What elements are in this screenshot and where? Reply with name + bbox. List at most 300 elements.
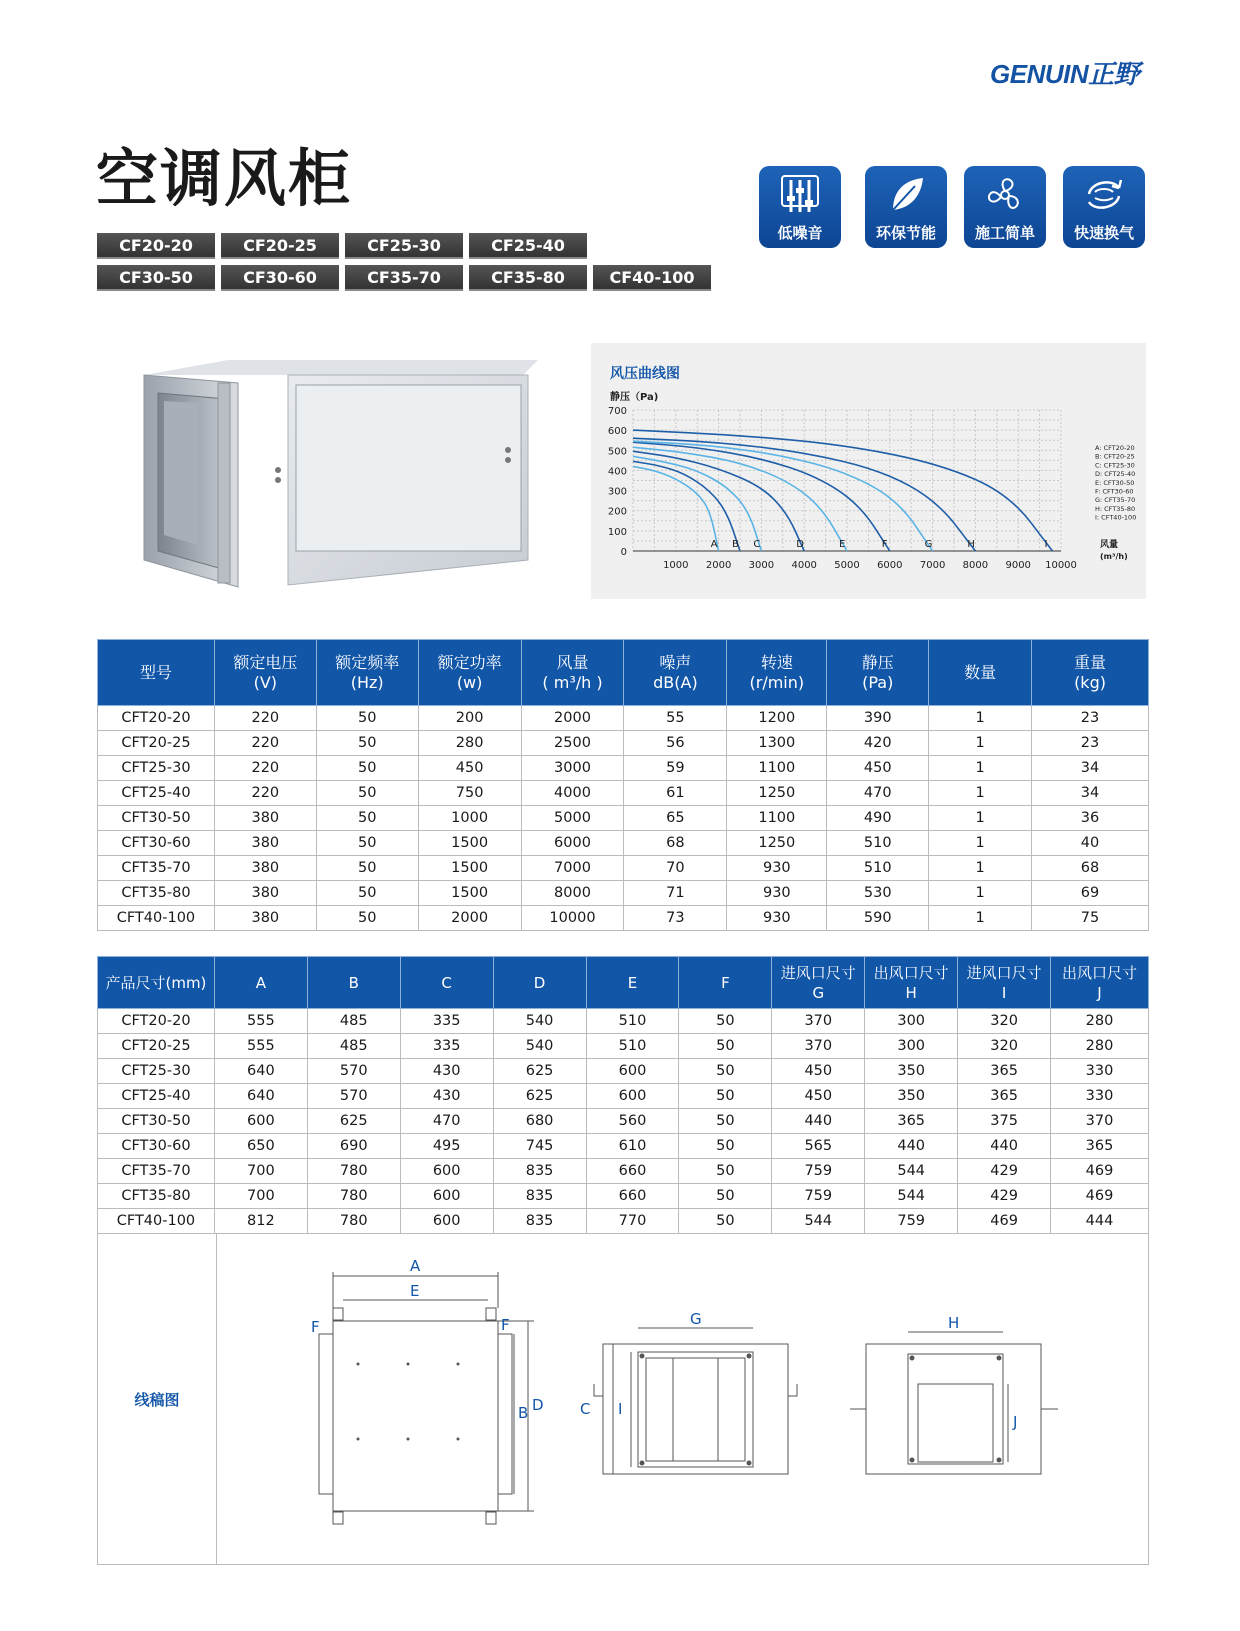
table-cell: 430 xyxy=(400,1059,493,1084)
feature-label: 环保节能 xyxy=(875,224,936,242)
table-cell: 555 xyxy=(214,1009,307,1034)
table-cell: 485 xyxy=(307,1034,400,1059)
column-header-title: D xyxy=(533,973,546,992)
column-header xyxy=(418,640,521,706)
table-cell: 780 xyxy=(307,1209,400,1234)
table-cell: 280 xyxy=(418,731,521,756)
table-cell: 23 xyxy=(1032,731,1149,756)
column-header-title: 额定电压 xyxy=(233,652,298,672)
table-row xyxy=(98,731,1149,756)
table-cell: 50 xyxy=(679,1134,772,1159)
table-cell: 650 xyxy=(214,1134,307,1159)
dim-label-c: C xyxy=(580,1400,591,1418)
table-cell: CFT20-20 xyxy=(98,1009,215,1034)
column-header xyxy=(586,957,679,1009)
legend-entry: B: CFT20-25 xyxy=(1095,452,1135,461)
y-tick-label: 100 xyxy=(607,526,627,538)
series-end-label: E xyxy=(839,539,846,550)
table-cell: 350 xyxy=(865,1084,958,1109)
wireframe-drawing xyxy=(218,1234,1148,1564)
table-cell: 75 xyxy=(1032,906,1149,931)
table-cell: 555 xyxy=(214,1034,307,1059)
table-cell: 330 xyxy=(1051,1084,1149,1109)
y-tick-label: 0 xyxy=(620,547,627,558)
column-header-title: 型号 xyxy=(139,662,172,682)
series-end-label: D xyxy=(796,539,804,550)
column-header xyxy=(316,640,418,706)
column-header-title: F xyxy=(721,973,730,992)
column-header-unit: G xyxy=(812,983,825,1002)
column-header xyxy=(521,640,624,706)
y-tick-label: 700 xyxy=(607,406,627,417)
chart-grid xyxy=(633,410,1061,551)
table-cell: 600 xyxy=(586,1059,679,1084)
dimension-table xyxy=(97,956,1149,1234)
legend-entry: D: CFT25-40 xyxy=(1095,470,1136,479)
x-tick-label: 4000 xyxy=(791,560,817,571)
table-cell: 365 xyxy=(865,1109,958,1134)
table-cell: 560 xyxy=(586,1109,679,1134)
table-cell: 530 xyxy=(827,881,929,906)
x-tick-label: 6000 xyxy=(877,560,903,571)
table-cell: 444 xyxy=(1051,1209,1149,1234)
column-header-unit: ( m³/h ) xyxy=(542,672,603,692)
column-header-unit: (Hz) xyxy=(350,672,384,692)
table-cell: 430 xyxy=(400,1084,493,1109)
table-cell: 350 xyxy=(865,1059,958,1084)
model-tag: CF25-40 xyxy=(469,233,587,259)
table-cell: 450 xyxy=(772,1084,865,1109)
table-cell: 469 xyxy=(1051,1184,1149,1209)
table-cell: 440 xyxy=(958,1134,1051,1159)
dim-label-f: F xyxy=(501,1316,510,1334)
table-cell: 370 xyxy=(772,1034,865,1059)
table-cell: 770 xyxy=(586,1209,679,1234)
chart-ylabel: 静压（Pa) xyxy=(610,392,659,403)
table-cell: 365 xyxy=(1051,1134,1149,1159)
feature-eco xyxy=(865,166,947,248)
series-end-label: B xyxy=(732,539,739,550)
column-header-title: 出风口尺寸 xyxy=(873,963,949,982)
column-header xyxy=(624,640,727,706)
table-cell: 835 xyxy=(493,1184,586,1209)
table-cell: 380 xyxy=(214,906,316,931)
table-cell: 50 xyxy=(679,1009,772,1034)
table-cell: CFT35-70 xyxy=(98,856,215,881)
table-cell: 23 xyxy=(1032,706,1149,731)
column-header-unit: I xyxy=(1001,983,1007,1002)
table-cell: CFT25-40 xyxy=(98,781,215,806)
y-tick-label: 400 xyxy=(607,466,627,478)
column-header xyxy=(772,957,865,1009)
chart-xlabel-unit: (m³/h) xyxy=(1100,552,1128,561)
table-cell: 50 xyxy=(679,1034,772,1059)
model-tag: CF30-60 xyxy=(221,265,339,291)
table-cell: 56 xyxy=(624,731,727,756)
table-cell: 780 xyxy=(307,1159,400,1184)
table-cell: 485 xyxy=(307,1009,400,1034)
column-header-unit: (w) xyxy=(456,672,483,692)
table-cell: 3000 xyxy=(521,756,624,781)
table-cell: 50 xyxy=(679,1159,772,1184)
table-cell: 930 xyxy=(727,856,827,881)
column-header-title: 产品尺寸(mm) xyxy=(105,973,207,992)
series-end-label: C xyxy=(753,539,761,550)
table-cell: 50 xyxy=(316,756,418,781)
column-header-title: 转速 xyxy=(760,652,793,672)
dim-label-h: H xyxy=(948,1314,960,1332)
chart-svg xyxy=(591,343,1146,599)
column-header-title: 额定频率 xyxy=(335,652,400,672)
feature-low-noise xyxy=(759,166,841,248)
column-header-unit: (V) xyxy=(253,672,278,692)
table-cell: 50 xyxy=(679,1209,772,1234)
table-cell: 335 xyxy=(400,1034,493,1059)
table-cell: 570 xyxy=(307,1084,400,1109)
x-tick-label: 10000 xyxy=(1045,560,1077,571)
column-header-title: B xyxy=(348,973,359,992)
table-row xyxy=(98,806,1149,831)
table-cell: CFT40-100 xyxy=(98,906,215,931)
column-header-unit: (r/min) xyxy=(749,672,805,692)
table-cell: 50 xyxy=(679,1059,772,1084)
table-cell: 2000 xyxy=(418,906,521,931)
table-cell: 380 xyxy=(214,806,316,831)
table-cell: CFT30-60 xyxy=(98,1134,215,1159)
table-cell: 510 xyxy=(827,831,929,856)
table-cell: 1500 xyxy=(418,881,521,906)
table-cell: 1 xyxy=(929,831,1032,856)
x-tick-label: 7000 xyxy=(919,560,946,571)
y-tick-label: 600 xyxy=(607,426,627,438)
table-cell: CFT25-30 xyxy=(98,1059,215,1084)
table-cell: 220 xyxy=(214,706,316,731)
table-cell: 835 xyxy=(493,1159,586,1184)
column-header xyxy=(98,640,215,706)
feature-label: 施工简单 xyxy=(974,224,1035,242)
brand-latin: GENUIN正野 xyxy=(990,59,1140,89)
column-header-title: 噪声 xyxy=(659,652,692,672)
table-cell: 1300 xyxy=(727,731,827,756)
table-cell: 745 xyxy=(493,1134,586,1159)
table-cell: 540 xyxy=(493,1009,586,1034)
dim-label-d: D xyxy=(532,1396,544,1414)
x-tick-label: 3000 xyxy=(748,560,775,571)
column-header-unit: dB(A) xyxy=(653,672,698,692)
series-line xyxy=(633,461,740,551)
pressure-curve-chart xyxy=(591,343,1146,599)
column-header-title: 进风口尺寸 xyxy=(780,963,856,982)
table-cell: 8000 xyxy=(521,881,624,906)
table-cell: 640 xyxy=(214,1084,307,1109)
model-tag: CF30-50 xyxy=(97,265,215,291)
table-cell: 1000 xyxy=(418,806,521,831)
table-row xyxy=(98,1084,1149,1109)
table-cell: 330 xyxy=(1051,1059,1149,1084)
table-cell: 1 xyxy=(929,756,1032,781)
column-header xyxy=(865,957,958,1009)
table-row xyxy=(98,856,1149,881)
chart-title: 风压曲线图 xyxy=(610,366,680,382)
table-cell: CFT25-30 xyxy=(98,756,215,781)
column-header-title: 风量 xyxy=(556,652,589,672)
table-cell: 220 xyxy=(214,781,316,806)
table-cell: CFT20-25 xyxy=(98,1034,215,1059)
x-tick-label: 5000 xyxy=(834,560,860,571)
x-tick-label: 9000 xyxy=(1005,560,1031,571)
table-cell: 590 xyxy=(827,906,929,931)
table-cell: 640 xyxy=(214,1059,307,1084)
dim-label-f: F xyxy=(311,1318,320,1336)
model-tag: CF20-20 xyxy=(97,233,215,259)
table-cell: 280 xyxy=(1051,1034,1149,1059)
legend-entry: H: CFT35-80 xyxy=(1095,504,1136,513)
table-cell: 71 xyxy=(624,881,727,906)
feature-label: 低噪音 xyxy=(777,224,823,242)
table-cell: 220 xyxy=(214,731,316,756)
column-header xyxy=(493,957,586,1009)
column-header-unit: J xyxy=(1097,983,1102,1002)
column-header xyxy=(727,640,827,706)
table-cell: 600 xyxy=(400,1184,493,1209)
x-tick-label: 8000 xyxy=(962,560,989,571)
table-cell: 1 xyxy=(929,781,1032,806)
table-cell: CFT30-50 xyxy=(98,1109,215,1134)
column-header-unit: (Pa) xyxy=(862,672,894,692)
table-cell: 470 xyxy=(827,781,929,806)
column-header xyxy=(1051,957,1149,1009)
chart-xlabel: 风量 xyxy=(1100,540,1119,550)
table-cell: 544 xyxy=(865,1184,958,1209)
table-cell: 50 xyxy=(316,906,418,931)
column-header xyxy=(929,640,1032,706)
table-cell: CFT35-80 xyxy=(98,1184,215,1209)
table-cell: 1 xyxy=(929,881,1032,906)
table-cell: 1 xyxy=(929,706,1032,731)
table-cell: 320 xyxy=(958,1009,1051,1034)
table-cell: 4000 xyxy=(521,781,624,806)
table-cell: 759 xyxy=(865,1209,958,1234)
brand-logo xyxy=(990,50,1148,89)
column-header xyxy=(214,957,307,1009)
legend-entry: A: CFT20-20 xyxy=(1095,444,1135,452)
table-cell: 600 xyxy=(586,1084,679,1109)
dim-label-i: I xyxy=(618,1400,623,1418)
table-cell: 544 xyxy=(865,1159,958,1184)
table-cell: 280 xyxy=(1051,1009,1149,1034)
table-cell: 50 xyxy=(679,1084,772,1109)
table-cell: 1100 xyxy=(727,756,827,781)
table-cell: 625 xyxy=(493,1084,586,1109)
table-cell: 68 xyxy=(1032,856,1149,881)
table-cell: 429 xyxy=(958,1184,1051,1209)
legend-entry: E: CFT30-50 xyxy=(1095,478,1135,487)
table-cell: 380 xyxy=(214,831,316,856)
model-tag: CF20-25 xyxy=(221,233,339,259)
table-cell: 440 xyxy=(865,1134,958,1159)
table-cell: 1 xyxy=(929,806,1032,831)
table-cell: 34 xyxy=(1032,781,1149,806)
wireframe-label: 线稿图 xyxy=(98,1234,217,1564)
table-row xyxy=(98,906,1149,931)
table-cell: 370 xyxy=(1051,1109,1149,1134)
column-header xyxy=(679,957,772,1009)
table-cell: 50 xyxy=(316,831,418,856)
table-cell: 69 xyxy=(1032,881,1149,906)
table-cell: 300 xyxy=(865,1034,958,1059)
column-header xyxy=(98,957,215,1009)
column-header xyxy=(214,640,316,706)
table-cell: 300 xyxy=(865,1009,958,1034)
table-cell: 365 xyxy=(958,1084,1051,1109)
table-cell: 930 xyxy=(727,906,827,931)
table-cell: 61 xyxy=(624,781,727,806)
y-tick-label: 200 xyxy=(607,506,627,518)
series-end-label: G xyxy=(924,539,933,550)
table-cell: 450 xyxy=(418,756,521,781)
table-cell: 625 xyxy=(307,1109,400,1134)
table-cell: 34 xyxy=(1032,756,1149,781)
table-cell: 70 xyxy=(624,856,727,881)
dim-label-e: E xyxy=(410,1282,420,1300)
model-tag: CF35-70 xyxy=(345,265,463,291)
chart-legend xyxy=(1095,444,1136,522)
table-cell: CFT25-40 xyxy=(98,1084,215,1109)
table-cell: 600 xyxy=(400,1159,493,1184)
model-tag: CF40-100 xyxy=(593,265,711,291)
table-cell: 335 xyxy=(400,1009,493,1034)
table-cell: 50 xyxy=(316,706,418,731)
table-cell: 390 xyxy=(827,706,929,731)
fan-icon xyxy=(984,174,1026,216)
table-row xyxy=(98,1209,1149,1234)
table-cell: 1500 xyxy=(418,831,521,856)
table-cell: 55 xyxy=(624,706,727,731)
legend-entry: F: CFT30-60 xyxy=(1095,487,1134,496)
table-cell: 570 xyxy=(307,1059,400,1084)
table-row xyxy=(98,1184,1149,1209)
table-cell: 835 xyxy=(493,1209,586,1234)
table-cell: 600 xyxy=(214,1109,307,1134)
column-header xyxy=(958,957,1051,1009)
table-cell: 510 xyxy=(586,1034,679,1059)
table-cell: 660 xyxy=(586,1159,679,1184)
table-cell: CFT40-100 xyxy=(98,1209,215,1234)
table-cell: 1 xyxy=(929,731,1032,756)
table-cell: 469 xyxy=(958,1209,1051,1234)
model-tag: CF35-80 xyxy=(469,265,587,291)
table-cell: 320 xyxy=(958,1034,1051,1059)
table-cell: 812 xyxy=(214,1209,307,1234)
column-header-unit: (kg) xyxy=(1074,672,1106,692)
legend-entry: G: CFT35-70 xyxy=(1095,496,1136,505)
table-row xyxy=(98,781,1149,806)
dim-label-j: J xyxy=(1013,1413,1018,1431)
table-cell: 6000 xyxy=(521,831,624,856)
table-cell: CFT35-80 xyxy=(98,881,215,906)
table-cell: 565 xyxy=(772,1134,865,1159)
table-cell: 1 xyxy=(929,856,1032,881)
column-header xyxy=(1032,640,1149,706)
table-cell: 375 xyxy=(958,1109,1051,1134)
table-row xyxy=(98,1034,1149,1059)
dim-label-a: A xyxy=(410,1257,421,1275)
table-cell: 68 xyxy=(624,831,727,856)
table-cell: 36 xyxy=(1032,806,1149,831)
model-tag: CF25-30 xyxy=(345,233,463,259)
column-header-title: 重量 xyxy=(1074,652,1107,672)
wireframe-section xyxy=(97,1233,1149,1565)
table-cell: 759 xyxy=(772,1159,865,1184)
table-cell: 450 xyxy=(772,1059,865,1084)
column-header xyxy=(307,957,400,1009)
table-cell: CFT30-60 xyxy=(98,831,215,856)
table-cell: 680 xyxy=(493,1109,586,1134)
table-cell: 660 xyxy=(586,1184,679,1209)
table-cell: 1250 xyxy=(727,781,827,806)
legend-entry: C: CFT25-30 xyxy=(1095,461,1135,470)
x-tick-label: 2000 xyxy=(705,560,732,571)
table-cell: 1500 xyxy=(418,856,521,881)
column-header-title: 出风口尺寸 xyxy=(1062,963,1138,982)
product-image xyxy=(128,355,538,595)
table-cell: 420 xyxy=(827,731,929,756)
table-cell: 600 xyxy=(400,1209,493,1234)
table-cell: 625 xyxy=(493,1059,586,1084)
series-end-label: F xyxy=(881,539,888,550)
table-cell: 50 xyxy=(679,1109,772,1134)
table-cell: 7000 xyxy=(521,856,624,881)
table-row xyxy=(98,1134,1149,1159)
dim-label-g: G xyxy=(690,1310,702,1328)
x-tick-label: 1000 xyxy=(663,560,689,571)
table-cell: 544 xyxy=(772,1209,865,1234)
table-cell: 2000 xyxy=(521,706,624,731)
table-cell: 470 xyxy=(400,1109,493,1134)
series-end-label: H xyxy=(967,539,975,550)
table-cell: 50 xyxy=(316,731,418,756)
series-end-label: A xyxy=(710,539,718,550)
legend-entry: I: CFT40-100 xyxy=(1095,513,1137,522)
table-row xyxy=(98,1159,1149,1184)
leaf-icon xyxy=(885,174,927,216)
table-cell: 365 xyxy=(958,1059,1051,1084)
table-cell: 450 xyxy=(827,756,929,781)
table-cell: 1250 xyxy=(727,831,827,856)
table-row xyxy=(98,706,1149,731)
table-cell: 370 xyxy=(772,1009,865,1034)
column-header-unit: H xyxy=(905,983,917,1002)
table-cell: 59 xyxy=(624,756,727,781)
table-row xyxy=(98,1059,1149,1084)
table-cell: 65 xyxy=(624,806,727,831)
column-header-title: 静压 xyxy=(861,652,894,672)
table-row xyxy=(98,756,1149,781)
table-cell: 380 xyxy=(214,881,316,906)
column-header-title: E xyxy=(627,973,638,992)
table-cell: 40 xyxy=(1032,831,1149,856)
dim-label-b: B xyxy=(518,1404,529,1422)
column-header xyxy=(400,957,493,1009)
table-cell: 1100 xyxy=(727,806,827,831)
table-cell: 1200 xyxy=(727,706,827,731)
table-cell: 50 xyxy=(679,1184,772,1209)
table-cell: 700 xyxy=(214,1159,307,1184)
page-title: 空调风柜 xyxy=(96,142,353,215)
y-tick-label: 300 xyxy=(607,486,627,498)
table-cell: 10000 xyxy=(521,906,624,931)
table-cell: 930 xyxy=(727,881,827,906)
